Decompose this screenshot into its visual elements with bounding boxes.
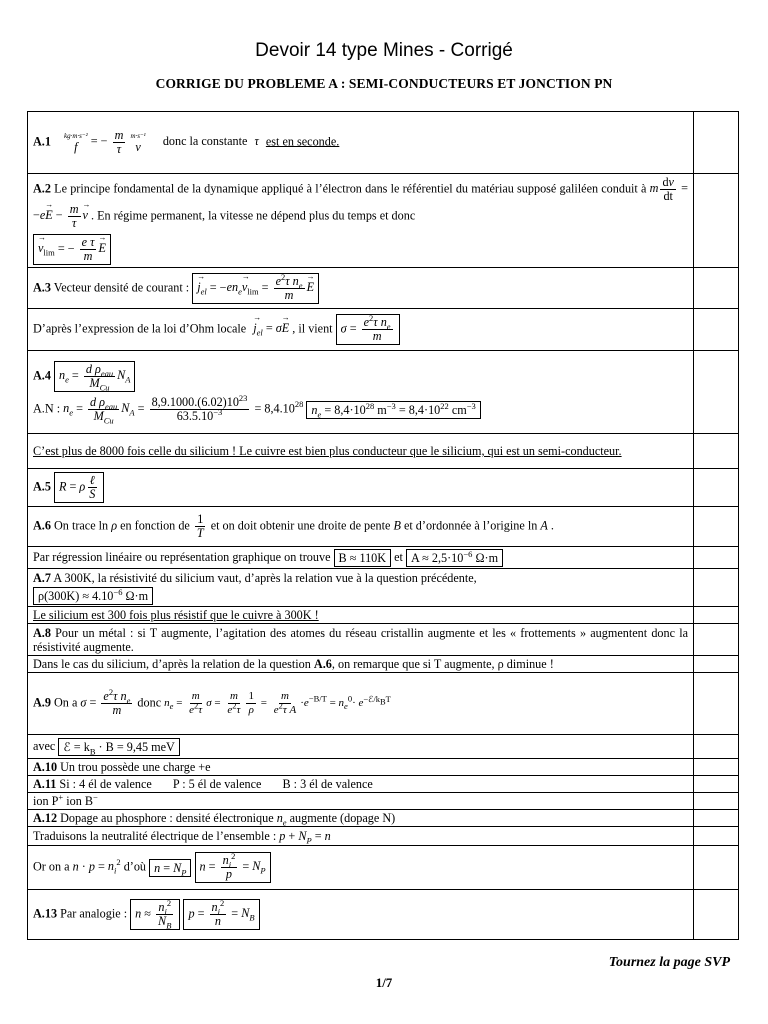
cell-a1: A.1 kg·m·s⁻² f = − $\frac{m}{\tau}$ m·s⁻¹ v donc la constante τ est en seconde.	[28, 112, 694, 174]
question-label: A.8	[33, 625, 51, 640]
row-a3	[28, 268, 739, 309]
question-label: A.3	[33, 279, 51, 294]
a2-text: Le principe fondamental de la dynamique appliqué à l’électron dans le référentiel du matériau supposé galiléen conduit à	[54, 181, 647, 196]
an-result: = 8,4.10	[254, 401, 295, 416]
margin-cell	[694, 469, 739, 507]
margin-cell	[694, 434, 739, 469]
ohm-text: D’après l’expression de la loi d’Ohm locale	[33, 321, 247, 336]
cell-a5	[28, 469, 694, 507]
boxed-p: n = $\frac{n_i^2}{p}$ = $N_P$	[195, 852, 271, 883]
cell-a8b: Dans le cas du silicium, d’après la relation de la question A.6, on remarque que si T augmente, ρ diminue !	[28, 656, 694, 673]
cell-a2	[28, 174, 694, 268]
cell-a8: A.8 Pour un métal : si T augmente, l’agitation des atomes du réseau cristallin augmente et les « frottements » augmentent donc la résistivité augmente.	[28, 624, 694, 656]
margin-cell	[694, 793, 739, 810]
row-a7	[28, 569, 739, 607]
page-number: 1/7	[375, 975, 393, 990]
margin-cell	[694, 656, 739, 673]
row-a6b	[28, 547, 739, 569]
boxed-vlim: → $v_{lim}$ = − $\frac{\text{e τ}}{m}$ → E	[33, 234, 111, 265]
formula-ohm: → $j_{el} = \sigma\to E$	[253, 321, 289, 335]
cell-ohm	[28, 309, 694, 351]
boxed-b-value: B ≈ 110K	[334, 549, 392, 567]
cell-a12: A.12 Dopage au phosphore : densité électronique $n_e$ augmente (dopage N)	[28, 810, 694, 827]
margin-cell	[694, 569, 739, 607]
cell-a9b: avec ℰ = $k_B \cdot B = 9,45$ meV	[28, 735, 694, 759]
margin-cell	[694, 624, 739, 656]
row-a11	[28, 776, 739, 793]
margin-cell	[694, 846, 739, 890]
row-a8b	[28, 656, 739, 673]
margin-cell	[694, 112, 739, 174]
cell-a11: A.11 Si : 4 él de valence P : 5 él de valence B : 3 él de valence	[28, 776, 694, 793]
margin-cell	[694, 735, 739, 759]
question-label: A.1	[33, 134, 51, 149]
boxed-energy: ℰ = $k_B \cdot B = 9,45$ meV	[58, 738, 179, 756]
a1-text2: est en seconde.	[265, 134, 340, 149]
row-a9b	[28, 735, 739, 759]
cell-a4: A.4 $n_e$ = $\frac{d \rho_{eau}}{M_{Cu}}$ $N_A$ A.N : $n_e$ = $\frac{d \rho_{eau}}{M_{Cu}}$ $N_A$ = $\frac{8,9.1000.(6.02)10^{23}}{63.5.10^{-3}}$ = $8,4.10^{28}$ $n_e = 8,4\cdot 10^{28}$ $m^{-3} = 8,4\cdot 10^{22}$ $cm^{-3}$	[28, 351, 694, 434]
margin-cell	[694, 351, 739, 434]
a3-text: Vecteur densité de courant :	[53, 279, 190, 294]
row-a2	[28, 174, 739, 268]
cell-a3	[28, 268, 694, 309]
boxed-rho: $\rho(300K) \approx 4.10^{-6}$ Ω·m	[33, 587, 153, 605]
row-a10	[28, 759, 739, 776]
a2-text2: . En régime permanent, la vitesse ne dépend plus du temps et donc	[91, 208, 416, 223]
margin-cell	[694, 607, 739, 624]
ohm-text2: , il vient	[292, 321, 333, 336]
question-label: A.6	[33, 518, 51, 533]
margin-cell	[694, 309, 739, 351]
margin-cell	[694, 890, 739, 940]
row-a12b	[28, 827, 739, 846]
boxed-a-value: $A \approx 2,5\cdot 10^{-6}$ Ω·m	[406, 549, 503, 567]
page-title: Devoir 14 type Mines - Corrigé	[255, 40, 513, 61]
margin-cell	[694, 673, 739, 735]
row-a12	[28, 810, 739, 827]
row-a8	[28, 624, 739, 656]
question-label: A.13	[33, 906, 58, 921]
row-a13	[28, 890, 739, 940]
boxed-n-approx: n ≈ $\frac{n_i^2}{N_B}$	[130, 899, 180, 930]
row-a4	[28, 351, 739, 434]
question-label: A.4	[33, 368, 51, 383]
margin-cell	[694, 810, 739, 827]
cell-a4b	[28, 434, 694, 469]
section-subtitle: CORRIGE DU PROBLEME A : SEMI-CONDUCTEURS ET JONCTION PN	[155, 76, 613, 91]
row-ohm	[28, 309, 739, 351]
a1-text: donc la constante	[162, 134, 248, 149]
cell-a6: A.6 On trace ln ρ en fonction de $\frac{1}{T}$ et on doit obtenir une droite de pente B et d’ordonnée à l’origine ln A .	[28, 507, 694, 547]
boxed-jel: → $j_{el} = -en_e\to v_{lim}$ = $\frac{e^2\tau n_e}{m}$ → E	[192, 273, 319, 304]
a4b-text: C’est plus de 8000 fois celle du silicium ! Le cuivre est bien plus conducteur que le silicium, qui est un semi-conducteur.	[33, 444, 622, 458]
margin-cell	[694, 547, 739, 569]
row-a6	[28, 507, 739, 547]
correction-table	[27, 111, 739, 940]
question-label: A.5	[33, 479, 51, 494]
margin-cell	[694, 759, 739, 776]
question-label: A.10	[33, 760, 58, 774]
question-label: A.7	[33, 570, 51, 585]
formula-a1: kg·m·s⁻² f = − $\frac{m}{\tau}$ m·s⁻¹ v	[64, 128, 146, 156]
margin-cell	[694, 827, 739, 846]
boxed-n-np: $n = N_P$	[149, 859, 191, 877]
cell-a12b: Traduisons la neutralité électrique de l’ensemble : $p + N_P = n$	[28, 827, 694, 846]
boxed-sigma: σ = $\frac{e^2\tau n_e}{m}$	[336, 314, 400, 345]
boxed-p-nb: p = $\frac{n_i^2}{n}$ = $N_B$	[183, 899, 259, 930]
question-label: A.2	[33, 181, 51, 196]
formula-pfd: m $\frac{dv}{dt}$ = −e→ E − $\frac{m}{\tau}$ → v	[33, 181, 688, 222]
cell-a10: A.10 Un trou possède une charge +e	[28, 759, 694, 776]
row-a12c	[28, 846, 739, 890]
margin-cell	[694, 507, 739, 547]
an-label: A.N :	[33, 401, 61, 416]
row-a9	[28, 673, 739, 735]
margin-cell	[694, 268, 739, 309]
boxed-resistance: R = ρ $\frac{\text{ℓ}}{S}$	[54, 472, 104, 503]
margin-cell	[694, 776, 739, 793]
margin-cell	[694, 174, 739, 268]
question-label: A.12	[33, 811, 58, 825]
cell-a7: A.7 A 300K, la résistivité du silicium vaut, d’après la relation vue à la question précédente, $\rho(300K) \approx 4.10^{-6}$ Ω·m	[28, 569, 694, 607]
cell-a13: A.13 Par analogie : n ≈ $\frac{n_i^2}{N_B}$ p = $\frac{n_i^2}{n}$ = $N_B$	[28, 890, 694, 940]
turn-page-note: Tournez la page SVP	[608, 955, 730, 970]
cell-a12c: Or on a $n \cdot p = n_i^2$ d’où $n = N_P$ n = $\frac{n_i^2}{p}$ = $N_P$	[28, 846, 694, 890]
row-a4b	[28, 434, 739, 469]
row-a11b	[28, 793, 739, 810]
question-label: A.11	[33, 777, 57, 791]
question-label: A.9	[33, 695, 51, 710]
an-numerator: 8,9.1000.(6.02)10	[151, 395, 239, 409]
boxed-ne: $n_e$ = $\frac{d \rho_{eau}}{M_{Cu}}$ $N_A$	[54, 361, 135, 392]
row-a1	[28, 112, 739, 174]
cell-a7b: Le silicium est 300 fois plus résistif que le cuivre à 300K !	[28, 607, 694, 624]
cell-a11b: ion P+ ion B−	[28, 793, 694, 810]
boxed-ne-value: $n_e = 8,4\cdot 10^{28}$ $m^{-3} = 8,4\cdot 10^{22}$ $cm^{-3}$	[306, 401, 480, 419]
cell-a9: A.9 On a σ = $\frac{e^2\tau n_e}{m}$ donc $n_e$ = $\frac{m}{e^2\tau}$ σ = $\frac{m}{e^2\tau}$ $\frac{1}{\rho}$ = $\frac{m}{e^2\tau A}$ $\cdot e^{-B/T} = n_e^0\cdot e^{-ℰ/k_BT}$	[28, 673, 694, 735]
an-denominator: 63.5.10	[176, 409, 214, 423]
row-a7b	[28, 607, 739, 624]
cell-a6b: Par régression linéaire ou représentation graphique on trouve B ≈ 110K et $A \approx 2,5\cdot 10^{-6}$ Ω·m	[28, 547, 694, 569]
row-a5	[28, 469, 739, 507]
